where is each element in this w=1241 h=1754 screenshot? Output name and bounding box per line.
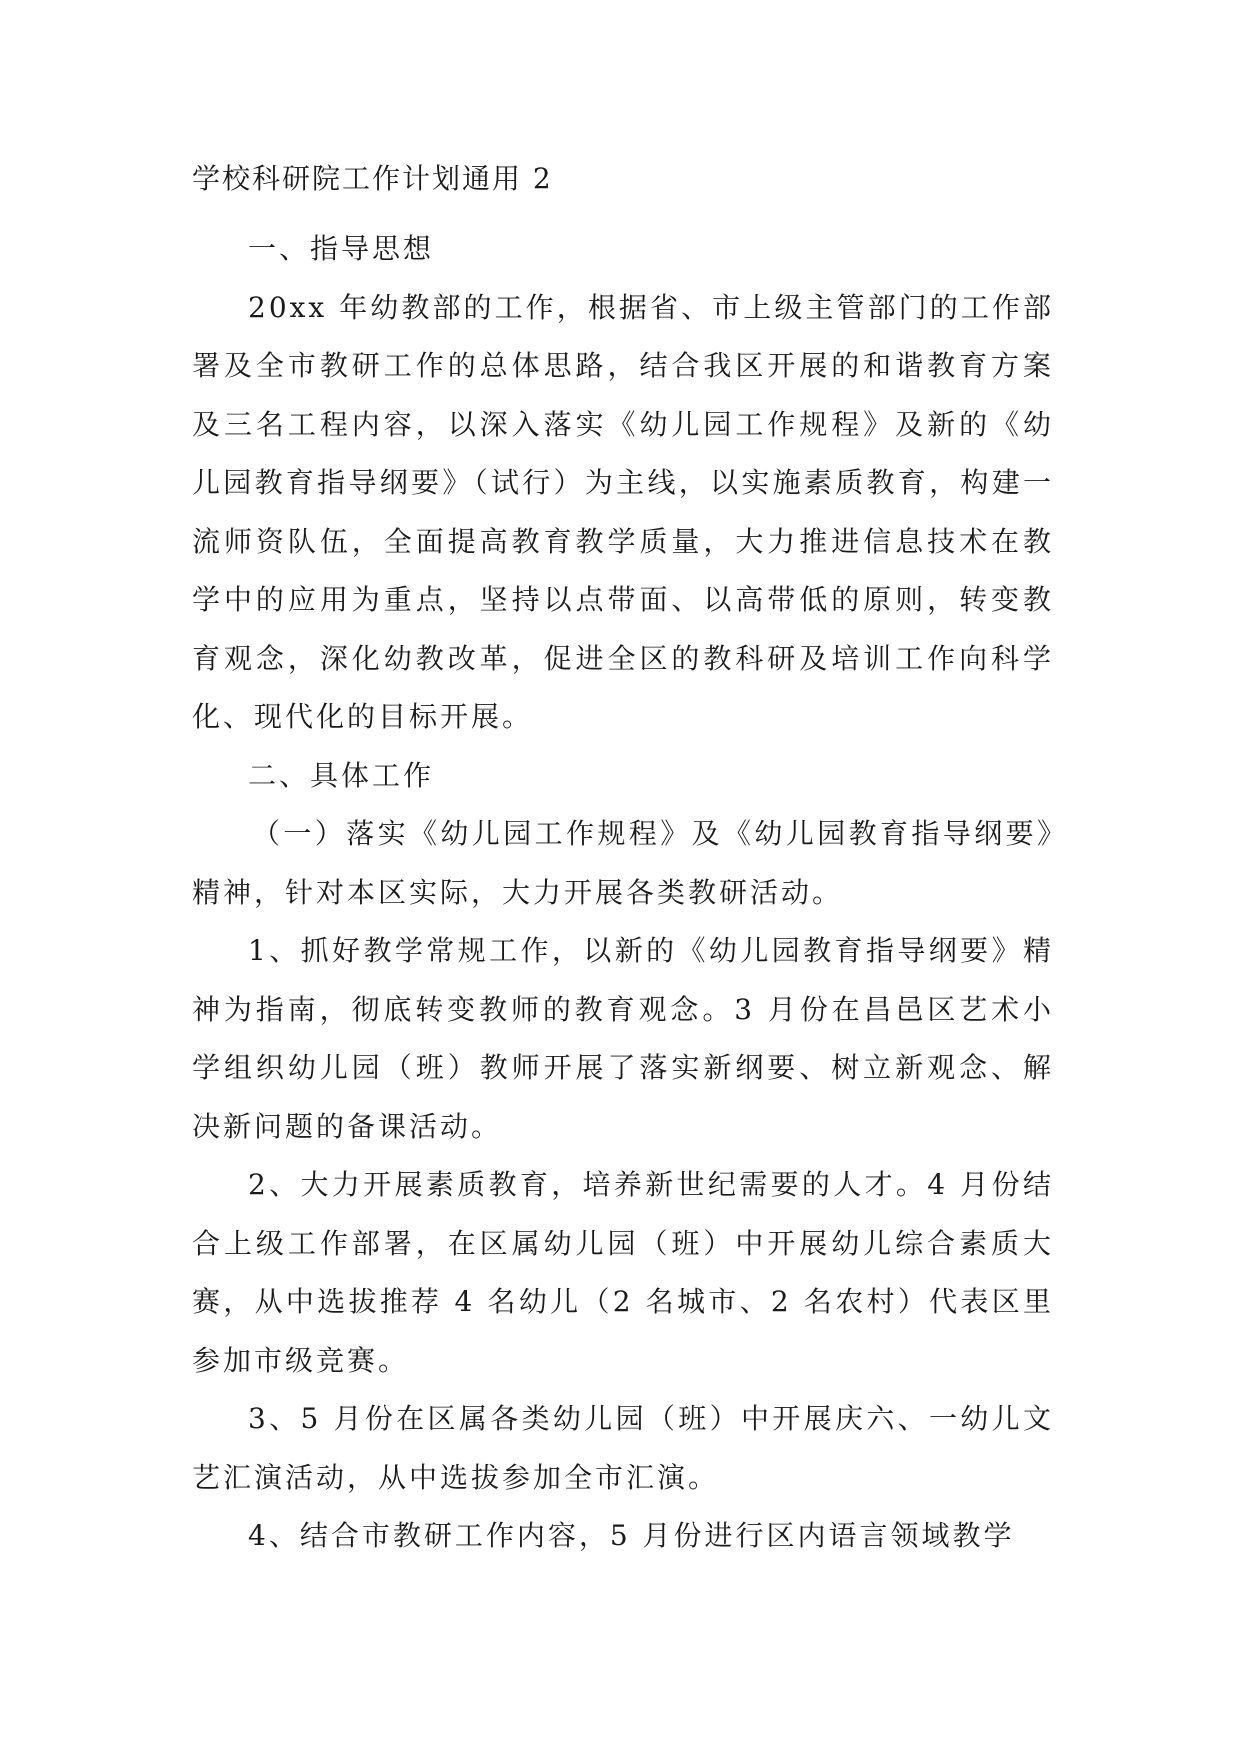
section-heading-specific-work: 二、具体工作 — [248, 758, 435, 792]
document-page — [192, 160, 1054, 1566]
paragraph-item-2: 2、大力开展素质教育，培养新世纪需要的人才。4 月份结合上级工作部署，在区属幼儿园（班）中开展幼儿综合素质大赛，从中选拔推荐 4 名幼儿（2 名城市、2 名农村）代表区里参加市级竞赛。 — [192, 1168, 1054, 1377]
paragraph-item-1: 1、抓好教学常规工作，以新的《幼儿园教育指导纲要》精神为指南，彻底转变教师的教育观念。3 月份在昌邑区艺术小学组织幼儿园（班）教师开展了落实新纲要、树立新观念、解决新问题的备课活动。 — [192, 934, 1054, 1143]
paragraph-item-3: 3、5 月份在区属各类幼儿园（班）中开展庆六、一幼儿文艺汇演活动，从中选拔参加全市汇演。 — [192, 1402, 1054, 1494]
paragraph-guiding-ideology-body: 20xx 年幼教部的工作，根据省、市上级主管部门的工作部署及全市教研工作的总体思路，结合我区开展的和谐教育方案及三名工程内容，以深入落实《幼儿园工作规程》及新的《幼儿园教育指导纲要》（试行）为主线，以实施素质教育，构建一流师资队伍，全面提高教育教学质量，大力推进信息技术在教学中的应用为重点，坚持以点带面、以高带低的原则，转变教育观念，深化幼教改革，促进全区的教科研及培训工作向科学化、现代化的目标开展。 — [192, 290, 1054, 733]
paragraph-item-4: 4、结合市教研工作内容，5 月份进行区内语言领域教学 — [248, 1519, 1015, 1552]
document-title: 学校科研院工作计划通用 2 — [192, 162, 553, 195]
subsection-heading-1: （一）落实《幼儿园工作规程》及《幼儿园教育指导纲要》精神，针对本区实际，大力开展各类教研活动。 — [192, 817, 1054, 909]
section-heading-guiding-ideology: 一、指导思想 — [248, 232, 435, 265]
